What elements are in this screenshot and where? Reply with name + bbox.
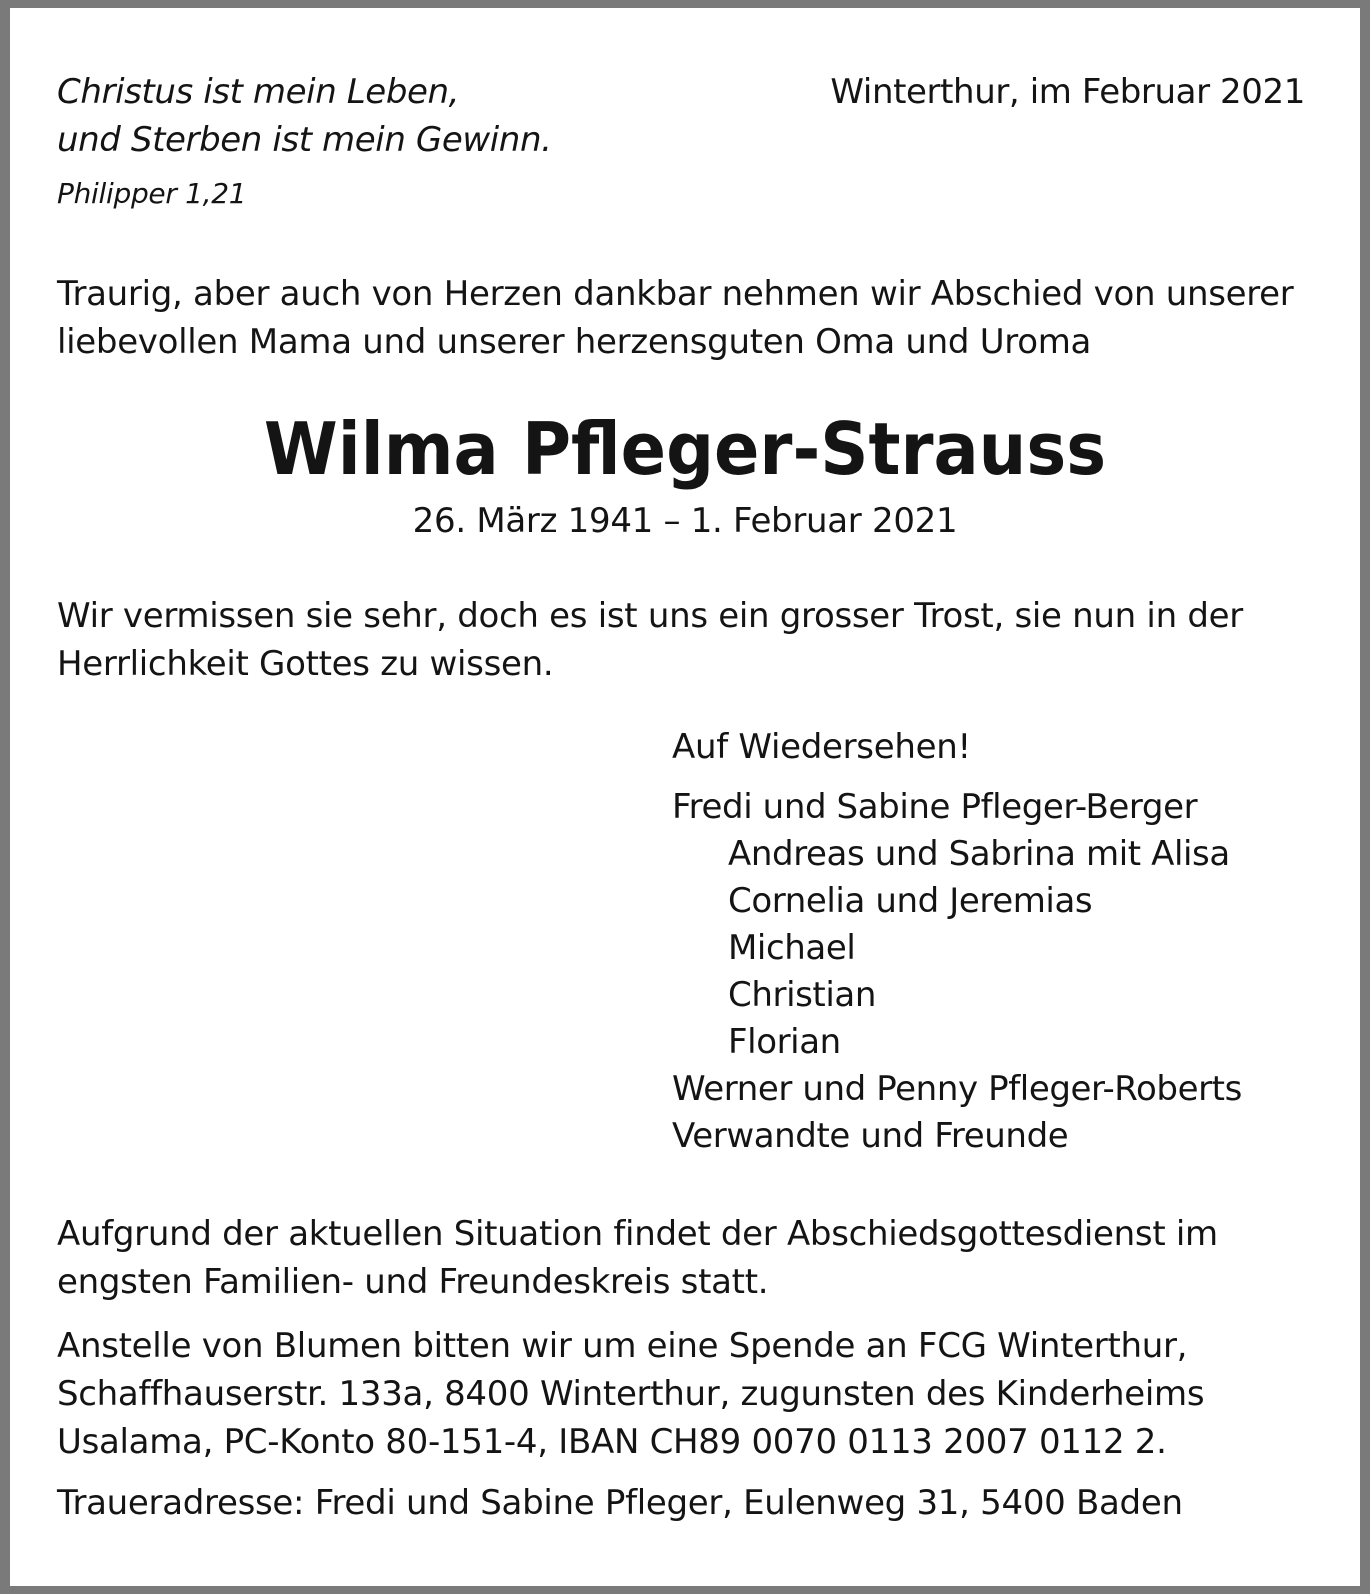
- mourner-entry: Michael: [728, 928, 856, 968]
- intro-text: [57, 270, 1293, 366]
- place-and-date: Winterthur, im Februar 2021: [830, 72, 1305, 112]
- mourner-entry: Cornelia und Jeremias: [728, 881, 1093, 921]
- bible-verse: [57, 68, 552, 164]
- bible-verse-line-2: und Sterben ist mein Gewinn.: [57, 120, 552, 160]
- intro-line-2: liebevollen Mama und unserer herzensguten Oma und Uroma: [57, 322, 1092, 362]
- bible-verse-reference: Philipper 1,21: [57, 177, 247, 210]
- obituary-notice: [10, 8, 1360, 1586]
- life-dates: 26. März 1941 – 1. Februar 2021: [412, 501, 958, 541]
- mourner-entry: Christian: [728, 975, 876, 1015]
- donation-note-line-1: Anstelle von Blumen bitten wir um eine Spende an FCG Winterthur,: [57, 1326, 1188, 1366]
- remembrance-line-1: Wir vermissen sie sehr, doch es ist uns ein grosser Trost, sie nun in der: [57, 596, 1243, 636]
- mourner-entry: Verwandte und Freunde: [672, 1116, 1069, 1156]
- donation-note: [57, 1322, 1204, 1466]
- remembrance-line-2: Herrlichkeit Gottes zu wissen.: [57, 644, 554, 684]
- mourning-address: Traueradresse: Fredi und Sabine Pfleger, Eulenweg 31, 5400 Baden: [57, 1483, 1183, 1523]
- donation-note-line-2: Schaffhauserstr. 133a, 8400 Winterthur, zugunsten des Kinderheims: [57, 1374, 1205, 1414]
- mourner-entry: Florian: [728, 1022, 841, 1062]
- deceased-name: Wilma Pfleger-Strauss: [263, 407, 1107, 491]
- mourner-entry: Werner und Penny Pfleger-Roberts: [672, 1069, 1242, 1109]
- service-note-line-1: Aufgrund der aktuellen Situation findet der Abschiedsgottesdienst im: [57, 1214, 1218, 1254]
- donation-note-line-3: Usalama, PC-Konto 80-151-4, IBAN CH89 0070 0113 2007 0112 2.: [57, 1422, 1167, 1462]
- mourner-entry: Fredi und Sabine Pfleger-Berger: [672, 787, 1198, 827]
- farewell-text: Auf Wiedersehen!: [672, 727, 971, 767]
- service-note-line-2: engsten Familien- und Freundeskreis statt.: [57, 1262, 769, 1302]
- intro-line-1: Traurig, aber auch von Herzen dankbar nehmen wir Abschied von unserer: [57, 274, 1294, 314]
- service-note: [57, 1210, 1218, 1306]
- mourners-list: [672, 784, 1242, 1160]
- remembrance-message: [57, 592, 1243, 688]
- bible-verse-line-1: Christus ist mein Leben,: [57, 72, 460, 112]
- mourner-entry: Andreas und Sabrina mit Alisa: [728, 834, 1230, 874]
